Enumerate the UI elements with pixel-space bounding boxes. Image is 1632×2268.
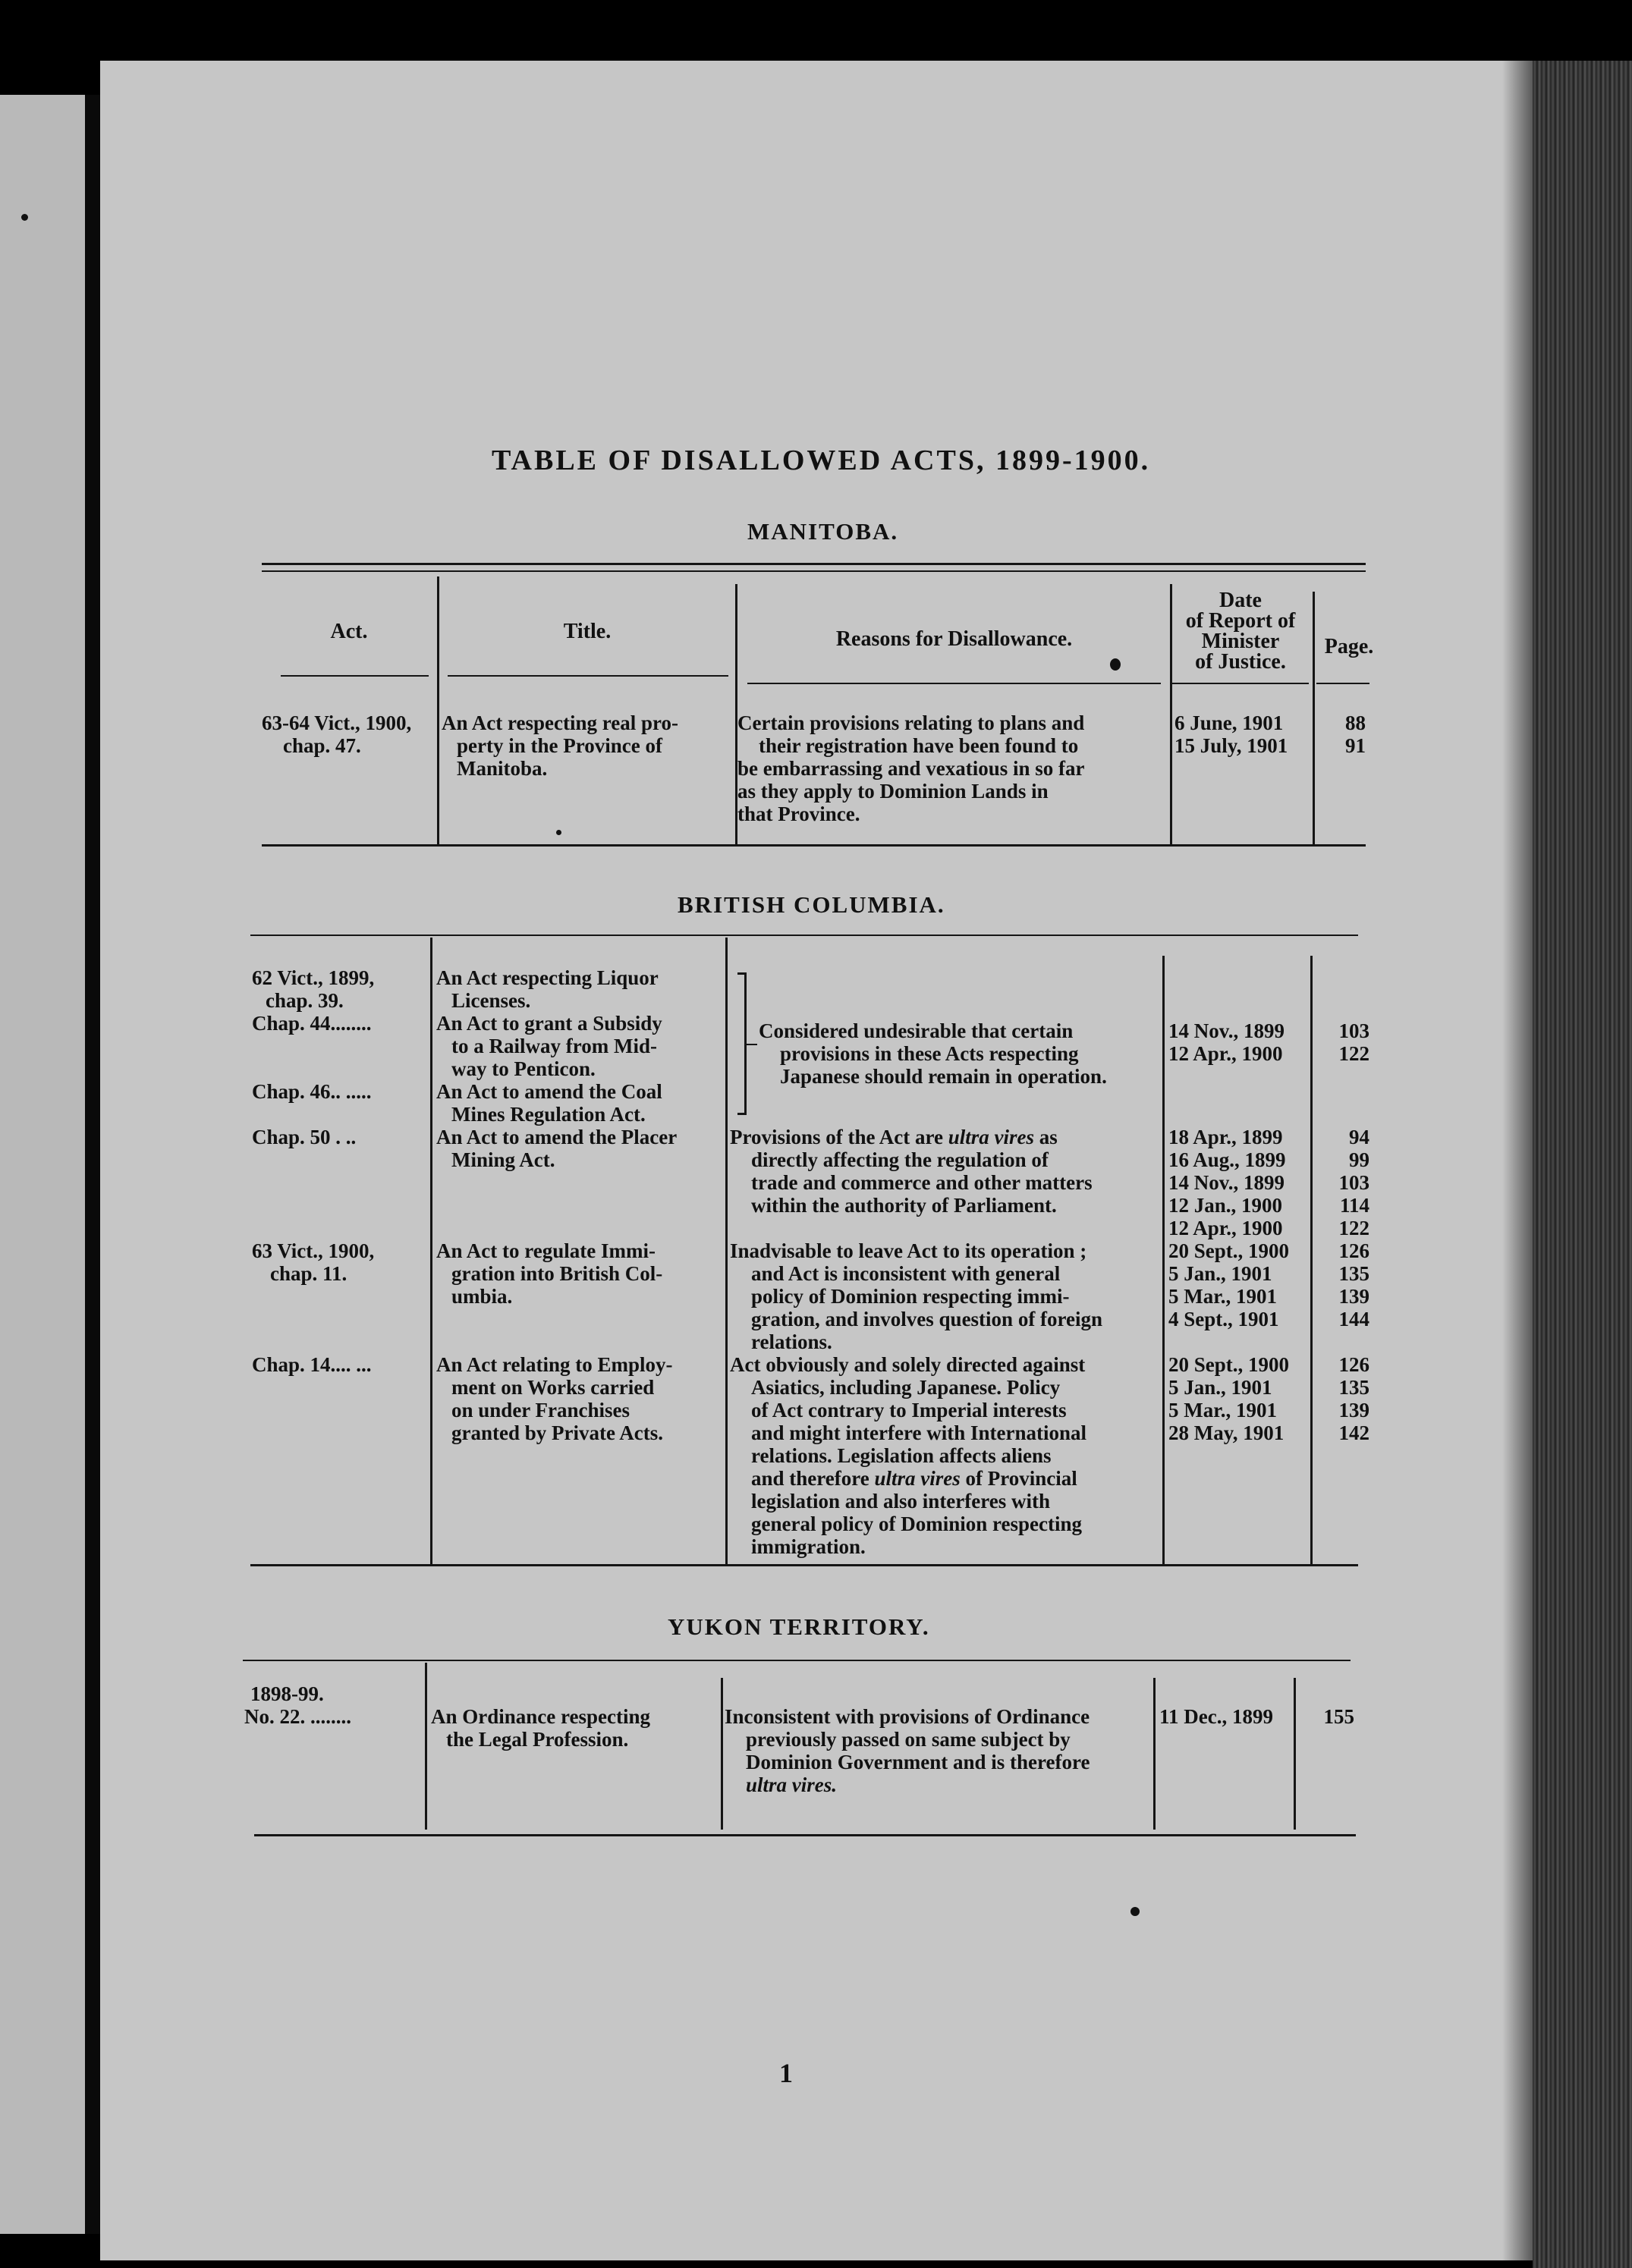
page-cell	[1320, 711, 1366, 757]
cell-line: Dominion Government and is therefore	[746, 1751, 1090, 1773]
title-cell	[436, 1239, 662, 1308]
cell-line: Licenses.	[451, 989, 531, 1012]
cell-line: the Legal Profession.	[446, 1728, 629, 1751]
column-divider	[430, 938, 432, 1564]
book-spine	[85, 95, 100, 2234]
cell-line: Asiatics, including Japanese. Policy	[751, 1376, 1061, 1399]
cell-line: 14 Nov., 1899	[1168, 1019, 1285, 1042]
cell-line: 5 Mar., 1901	[1168, 1399, 1277, 1421]
cell-line: Inconsistent with provisions of Ordinance	[725, 1705, 1090, 1728]
cell-line: 18 Apr., 1899	[1168, 1126, 1283, 1148]
section-heading-yukon: YUKON TERRITORY.	[668, 1613, 930, 1640]
cell-line: umbia.	[451, 1285, 513, 1308]
date-header-line: of Report of	[1185, 609, 1296, 633]
cell-line: that Province.	[737, 803, 860, 825]
cell-line: 103	[1338, 1019, 1369, 1042]
cell-line: Certain provisions relating to plans and	[737, 711, 1085, 734]
column-header-reasons: Reasons for Disallowance.	[835, 627, 1073, 651]
cell-line: to a Railway from Mid-	[451, 1035, 657, 1057]
page-title: TABLE OF DISALLOWED ACTS, 1899-1900.	[492, 444, 1151, 476]
page-cell	[1316, 1126, 1369, 1239]
page-gutter-shadow	[1502, 61, 1533, 2268]
rule	[243, 1660, 1351, 1661]
rule	[262, 563, 1366, 565]
cell-line: trade and commerce and other matters	[751, 1171, 1093, 1194]
title-cell	[436, 1353, 673, 1444]
cell-line: 16 Aug., 1899	[1168, 1148, 1286, 1171]
speck	[556, 830, 561, 835]
act-cell	[262, 711, 411, 757]
column-divider	[425, 1663, 427, 1830]
act-cell: Chap. 50 . ..	[252, 1126, 357, 1148]
date-header-line: Minister	[1201, 630, 1280, 653]
column-divider	[1170, 685, 1172, 844]
column-divider	[1310, 956, 1313, 1564]
cell-line	[730, 1467, 1086, 1490]
act-cell	[244, 1682, 351, 1728]
cell-line: 99	[1349, 1148, 1369, 1171]
cell-line: 20 Sept., 1900	[1168, 1239, 1290, 1262]
cell-line: Mines Regulation Act.	[451, 1103, 646, 1126]
cell-line: way to Penticon.	[451, 1057, 596, 1080]
cell-line: chap. 39.	[266, 989, 344, 1012]
page-cell	[1316, 1353, 1369, 1444]
cell-line: Inadvisable to leave Act to its operation ;	[730, 1239, 1087, 1262]
column-divider	[721, 1678, 723, 1830]
cell-line: ment on Works carried	[451, 1376, 655, 1399]
column-header-title: Title.	[563, 620, 612, 643]
date-cell	[1168, 1019, 1285, 1065]
cell-line: within the authority of Parliament.	[751, 1194, 1057, 1217]
header-underline	[1316, 683, 1369, 684]
cell-line: 114	[1339, 1194, 1369, 1217]
date-cell	[1168, 1239, 1289, 1330]
header-underline	[281, 675, 429, 677]
reasons-cell	[730, 1239, 1102, 1353]
cell-line: 12 Apr., 1900	[1168, 1217, 1283, 1239]
title-cell	[436, 1080, 662, 1126]
cell-line: An Act to amend the Coal	[436, 1080, 662, 1103]
cell-line: 63-64 Vict., 1900,	[262, 711, 412, 734]
act-cell: Chap. 44........	[252, 1012, 372, 1035]
cell-line: An Act to regulate Immi-	[436, 1239, 656, 1262]
speck	[1110, 658, 1121, 671]
cell-line: 135	[1338, 1262, 1369, 1285]
cell-line: Manitoba.	[457, 757, 548, 780]
title-cell	[436, 1126, 677, 1171]
reason-italic: ultra vires	[874, 1467, 961, 1490]
act-cell	[252, 1239, 374, 1285]
cell-line: An Act respecting Liquor	[436, 966, 659, 989]
rule	[254, 1834, 1356, 1836]
rule	[262, 844, 1366, 847]
reasons-cell	[725, 1705, 1090, 1796]
date-cell	[1168, 1353, 1289, 1444]
cell-line: 15 July, 1901	[1174, 734, 1288, 757]
cell-line: An Act to grant a Subsidy	[436, 1012, 662, 1035]
reason-text: of Provincial	[960, 1467, 1077, 1490]
cell-line: 88	[1345, 711, 1366, 734]
act-cell: Chap. 46.. .....	[252, 1080, 372, 1103]
date-cell: 11 Dec., 1899	[1159, 1705, 1273, 1728]
cell-line: 6 June, 1901	[1174, 711, 1284, 734]
act-cell: Chap. 14.... ...	[252, 1353, 372, 1376]
cell-line: legislation and also interferes with	[751, 1490, 1050, 1513]
cell-line: chap. 11.	[270, 1262, 347, 1285]
column-divider	[1162, 956, 1165, 1564]
cell-line: 91	[1345, 734, 1366, 757]
rule	[250, 935, 1358, 936]
column-divider	[1153, 1678, 1156, 1830]
cell-line: 122	[1338, 1217, 1369, 1239]
cell-line: on under Franchises	[451, 1399, 630, 1421]
cell-line: An Act relating to Employ-	[436, 1353, 673, 1376]
column-divider	[1313, 685, 1315, 844]
reason-italic: ultra vires.	[746, 1773, 838, 1796]
cell-line: of Act contrary to Imperial interests	[751, 1399, 1067, 1421]
cell-line: general policy of Dominion respecting	[751, 1513, 1082, 1535]
cell-line: 63 Vict., 1900,	[252, 1239, 375, 1262]
page-cell	[1316, 1019, 1369, 1065]
cell-line: Act obviously and solely directed against	[730, 1353, 1086, 1376]
cell-line: 139	[1338, 1399, 1369, 1421]
cell-line: perty in the Province of	[457, 734, 662, 757]
grouping-brace-point	[747, 1044, 757, 1045]
reasons-cell	[730, 1353, 1086, 1558]
column-header-page: Page.	[1324, 635, 1374, 658]
cell-line: 5 Jan., 1901	[1168, 1376, 1272, 1399]
rule	[262, 570, 1366, 572]
title-cell	[436, 1012, 662, 1080]
cell-line: immigration.	[751, 1535, 866, 1558]
cell-line: 4 Sept., 1901	[1168, 1308, 1279, 1330]
date-header-line: of Justice.	[1195, 650, 1286, 674]
page-cell	[1316, 1239, 1369, 1330]
grouping-brace	[737, 972, 747, 1115]
column-divider	[437, 685, 439, 844]
facing-page-edge	[0, 95, 85, 2234]
date-header-line: Date	[1219, 589, 1262, 612]
cell-line: and Act is inconsistent with general	[751, 1262, 1061, 1285]
header-underline	[747, 683, 1161, 684]
cell-line: 126	[1338, 1239, 1369, 1262]
cell-line: granted by Private Acts.	[451, 1421, 663, 1444]
reason-italic: ultra vires	[948, 1126, 1034, 1148]
cell-line: gration, and involves question of foreign	[751, 1308, 1103, 1330]
reasons-cell	[737, 711, 1085, 825]
cell-line: 135	[1338, 1376, 1369, 1399]
date-cell	[1174, 711, 1288, 757]
column-header-date	[1168, 590, 1313, 672]
cell-line: 1898-99.	[250, 1682, 324, 1705]
cell-line: 126	[1338, 1353, 1369, 1376]
reason-text: and therefore	[751, 1467, 875, 1490]
cell-line: 5 Mar., 1901	[1168, 1285, 1277, 1308]
cell-line: chap. 47.	[283, 734, 361, 757]
title-cell	[431, 1705, 650, 1751]
cell-line: Considered undesirable that certain	[759, 1019, 1074, 1042]
cell-line: 142	[1338, 1421, 1369, 1444]
cell-line: 14 Nov., 1899	[1168, 1171, 1285, 1194]
cell-line: previously passed on same subject by	[746, 1728, 1071, 1751]
section-heading-british-columbia: BRITISH COLUMBIA.	[678, 891, 945, 918]
cell-line: 103	[1338, 1171, 1369, 1194]
cell-line: and might interfere with International	[751, 1421, 1086, 1444]
cell-line: An Act to amend the Placer	[436, 1126, 678, 1148]
cell-line: 20 Sept., 1900	[1168, 1353, 1290, 1376]
cell-line: 12 Jan., 1900	[1168, 1194, 1283, 1217]
cell-line: 12 Apr., 1900	[1168, 1042, 1283, 1065]
cell-line: Japanese should remain in operation.	[780, 1065, 1107, 1088]
cell-line: 62 Vict., 1899,	[252, 966, 375, 989]
cell-line: relations. Legislation affects aliens	[751, 1444, 1052, 1467]
reasons-cell	[730, 1126, 1093, 1217]
cell-line	[725, 1773, 1090, 1796]
cell-line: directly affecting the regulation of	[751, 1148, 1049, 1171]
cell-line: gration into British Col-	[451, 1262, 663, 1285]
reason-text: as	[1033, 1126, 1058, 1148]
cell-line: 28 May, 1901	[1168, 1421, 1285, 1444]
rule	[250, 1564, 1358, 1566]
cell-line: 94	[1349, 1126, 1369, 1148]
speck	[21, 214, 28, 221]
column-header-act: Act.	[330, 620, 368, 643]
column-divider	[437, 576, 439, 685]
cell-line: An Act respecting real pro-	[442, 711, 678, 734]
reasons-cell	[759, 1019, 1107, 1088]
cell-line: 139	[1338, 1285, 1369, 1308]
cell-line: provisions in these Acts respecting	[780, 1042, 1079, 1065]
page-stack-edge	[1533, 61, 1632, 2268]
cell-line: No. 22. ........	[244, 1705, 351, 1728]
page-number: 1	[779, 2058, 793, 2088]
reason-text: Provisions of the Act are	[730, 1126, 948, 1148]
cell-line	[730, 1126, 1093, 1148]
cell-line: as they apply to Dominion Lands in	[737, 780, 1049, 803]
header-underline	[448, 675, 728, 677]
cell-line: policy of Dominion respecting immi-	[751, 1285, 1070, 1308]
date-cell	[1168, 1126, 1286, 1239]
title-cell	[442, 711, 678, 780]
column-divider	[735, 584, 737, 685]
cell-line: relations.	[751, 1330, 832, 1353]
cell-line: 144	[1338, 1308, 1369, 1330]
header-underline	[1172, 683, 1309, 684]
section-heading-manitoba: MANITOBA.	[747, 518, 899, 545]
act-cell	[252, 966, 374, 1012]
column-divider	[725, 938, 728, 1564]
cell-line: their registration have been found to	[759, 734, 1079, 757]
cell-line: An Ordinance respecting	[431, 1705, 650, 1728]
cell-line: 122	[1338, 1042, 1369, 1065]
speck	[1130, 1907, 1140, 1916]
page-cell: 155	[1323, 1705, 1354, 1728]
cell-line: Mining Act.	[451, 1148, 555, 1171]
cell-line: be embarrassing and vexatious in so far	[737, 757, 1085, 780]
title-cell	[436, 966, 659, 1012]
cell-line: 5 Jan., 1901	[1168, 1262, 1272, 1285]
column-divider	[1294, 1678, 1296, 1830]
